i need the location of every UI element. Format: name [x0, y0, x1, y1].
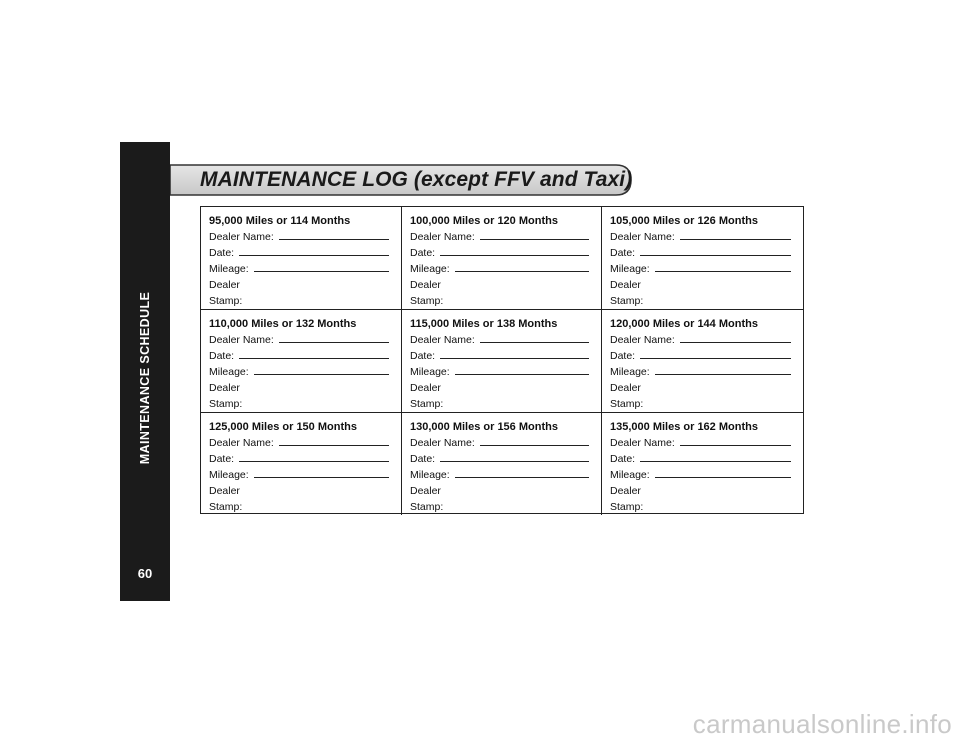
field-label: Date:	[610, 247, 636, 259]
write-line	[480, 436, 589, 446]
entry-heading: 125,000 Miles or 150 Months	[209, 421, 357, 433]
write-line	[640, 246, 791, 256]
entry-heading: 100,000 Miles or 120 Months	[410, 215, 558, 227]
dealer-label: Dealer	[410, 279, 441, 291]
write-line	[680, 333, 791, 343]
date-field[interactable]	[410, 245, 595, 261]
write-line	[655, 365, 791, 375]
stamp-label: Stamp:	[209, 295, 243, 307]
write-line	[455, 262, 589, 272]
write-line	[239, 246, 389, 256]
mileage-field[interactable]	[209, 261, 395, 277]
field-label: Date:	[209, 247, 235, 259]
dealer-name-field[interactable]	[209, 229, 395, 245]
dealer-name-field[interactable]	[209, 332, 395, 348]
entry-heading: 120,000 Miles or 144 Months	[610, 318, 758, 330]
dealer-name-field[interactable]	[209, 435, 395, 451]
write-line	[254, 365, 389, 375]
stamp-label: Stamp:	[209, 398, 243, 410]
log-entry	[402, 413, 602, 515]
field-label: Dealer Name:	[410, 437, 475, 449]
write-line	[480, 333, 589, 343]
date-field[interactable]	[209, 348, 395, 364]
field-label: Mileage:	[209, 263, 249, 275]
dealer-name-field[interactable]	[410, 435, 595, 451]
write-line	[239, 349, 389, 359]
mileage-field[interactable]	[209, 364, 395, 380]
maintenance-log-table	[200, 206, 804, 514]
entry-heading: 105,000 Miles or 126 Months	[610, 215, 758, 227]
write-line	[680, 436, 791, 446]
field-label: Dealer Name:	[209, 231, 274, 243]
write-line	[480, 230, 589, 240]
field-label: Mileage:	[410, 469, 450, 481]
log-entry	[201, 310, 402, 413]
log-entry	[402, 207, 602, 310]
field-label: Mileage:	[410, 263, 450, 275]
log-entry	[602, 207, 803, 310]
stamp-label: Stamp:	[610, 295, 644, 307]
field-label: Mileage:	[410, 366, 450, 378]
date-field[interactable]	[610, 245, 797, 261]
write-line	[640, 349, 791, 359]
field-label: Date:	[610, 453, 636, 465]
write-line	[279, 230, 389, 240]
dealer-label: Dealer	[410, 382, 441, 394]
field-label: Date:	[610, 350, 636, 362]
field-label: Date:	[410, 350, 436, 362]
mileage-field[interactable]	[410, 364, 595, 380]
stamp-label: Stamp:	[209, 501, 243, 513]
stamp-label: Stamp:	[610, 398, 644, 410]
entry-heading: 130,000 Miles or 156 Months	[410, 421, 558, 433]
date-field[interactable]	[610, 348, 797, 364]
stamp-label: Stamp:	[410, 295, 444, 307]
date-field[interactable]	[410, 451, 595, 467]
write-line	[440, 452, 589, 462]
field-label: Mileage:	[610, 366, 650, 378]
page-number: 60	[137, 566, 153, 581]
write-line	[254, 468, 389, 478]
write-line	[239, 452, 389, 462]
dealer-label: Dealer	[410, 485, 441, 497]
log-entry	[201, 207, 402, 310]
entry-heading: 110,000 Miles or 132 Months	[209, 318, 357, 330]
mileage-field[interactable]	[610, 364, 797, 380]
field-label: Mileage:	[610, 263, 650, 275]
dealer-label: Dealer	[610, 485, 641, 497]
dealer-name-field[interactable]	[610, 229, 797, 245]
field-label: Dealer Name:	[610, 334, 675, 346]
mileage-field[interactable]	[410, 467, 595, 483]
mileage-field[interactable]	[209, 467, 395, 483]
field-label: Dealer Name:	[209, 334, 274, 346]
date-field[interactable]	[410, 348, 595, 364]
date-field[interactable]	[209, 451, 395, 467]
page-title: MAINTENANCE LOG (except FFV and Taxi)	[200, 168, 633, 191]
section-label: MAINTENANCE SCHEDULE	[138, 291, 152, 465]
field-label: Date:	[209, 453, 235, 465]
log-entry	[602, 413, 803, 515]
write-line	[279, 436, 389, 446]
field-label: Date:	[410, 453, 436, 465]
field-label: Dealer Name:	[209, 437, 274, 449]
field-label: Dealer Name:	[410, 334, 475, 346]
stamp-label: Stamp:	[610, 501, 644, 513]
watermark: carmanualsonline.info	[692, 709, 952, 739]
log-entry	[201, 413, 402, 515]
field-label: Mileage:	[610, 469, 650, 481]
log-entry	[602, 310, 803, 413]
field-label: Dealer Name:	[610, 437, 675, 449]
dealer-name-field[interactable]	[410, 229, 595, 245]
entry-heading: 95,000 Miles or 114 Months	[209, 215, 351, 227]
dealer-label: Dealer	[209, 279, 240, 291]
field-label: Date:	[209, 350, 235, 362]
entry-heading: 135,000 Miles or 162 Months	[610, 421, 758, 433]
log-entry	[402, 310, 602, 413]
mileage-field[interactable]	[610, 261, 797, 277]
dealer-name-field[interactable]	[610, 332, 797, 348]
write-line	[455, 365, 589, 375]
entry-heading: 115,000 Miles or 138 Months	[410, 318, 558, 330]
field-label: Dealer Name:	[610, 231, 675, 243]
write-line	[440, 349, 589, 359]
field-label: Dealer Name:	[410, 231, 475, 243]
title-banner	[170, 164, 632, 196]
stamp-label: Stamp:	[410, 398, 444, 410]
mileage-field[interactable]	[410, 261, 595, 277]
field-label: Date:	[410, 247, 436, 259]
dealer-name-field[interactable]	[610, 435, 797, 451]
dealer-label: Dealer	[610, 279, 641, 291]
dealer-label: Dealer	[610, 382, 641, 394]
write-line	[455, 468, 589, 478]
write-line	[680, 230, 791, 240]
dealer-label: Dealer	[209, 485, 240, 497]
write-line	[655, 468, 791, 478]
mileage-field[interactable]	[610, 467, 797, 483]
write-line	[440, 246, 589, 256]
field-label: Mileage:	[209, 366, 249, 378]
field-label: Mileage:	[209, 469, 249, 481]
date-field[interactable]	[610, 451, 797, 467]
stamp-label: Stamp:	[410, 501, 444, 513]
dealer-name-field[interactable]	[410, 332, 595, 348]
write-line	[254, 262, 389, 272]
write-line	[279, 333, 389, 343]
write-line	[655, 262, 791, 272]
dealer-label: Dealer	[209, 382, 240, 394]
date-field[interactable]	[209, 245, 395, 261]
write-line	[640, 452, 791, 462]
